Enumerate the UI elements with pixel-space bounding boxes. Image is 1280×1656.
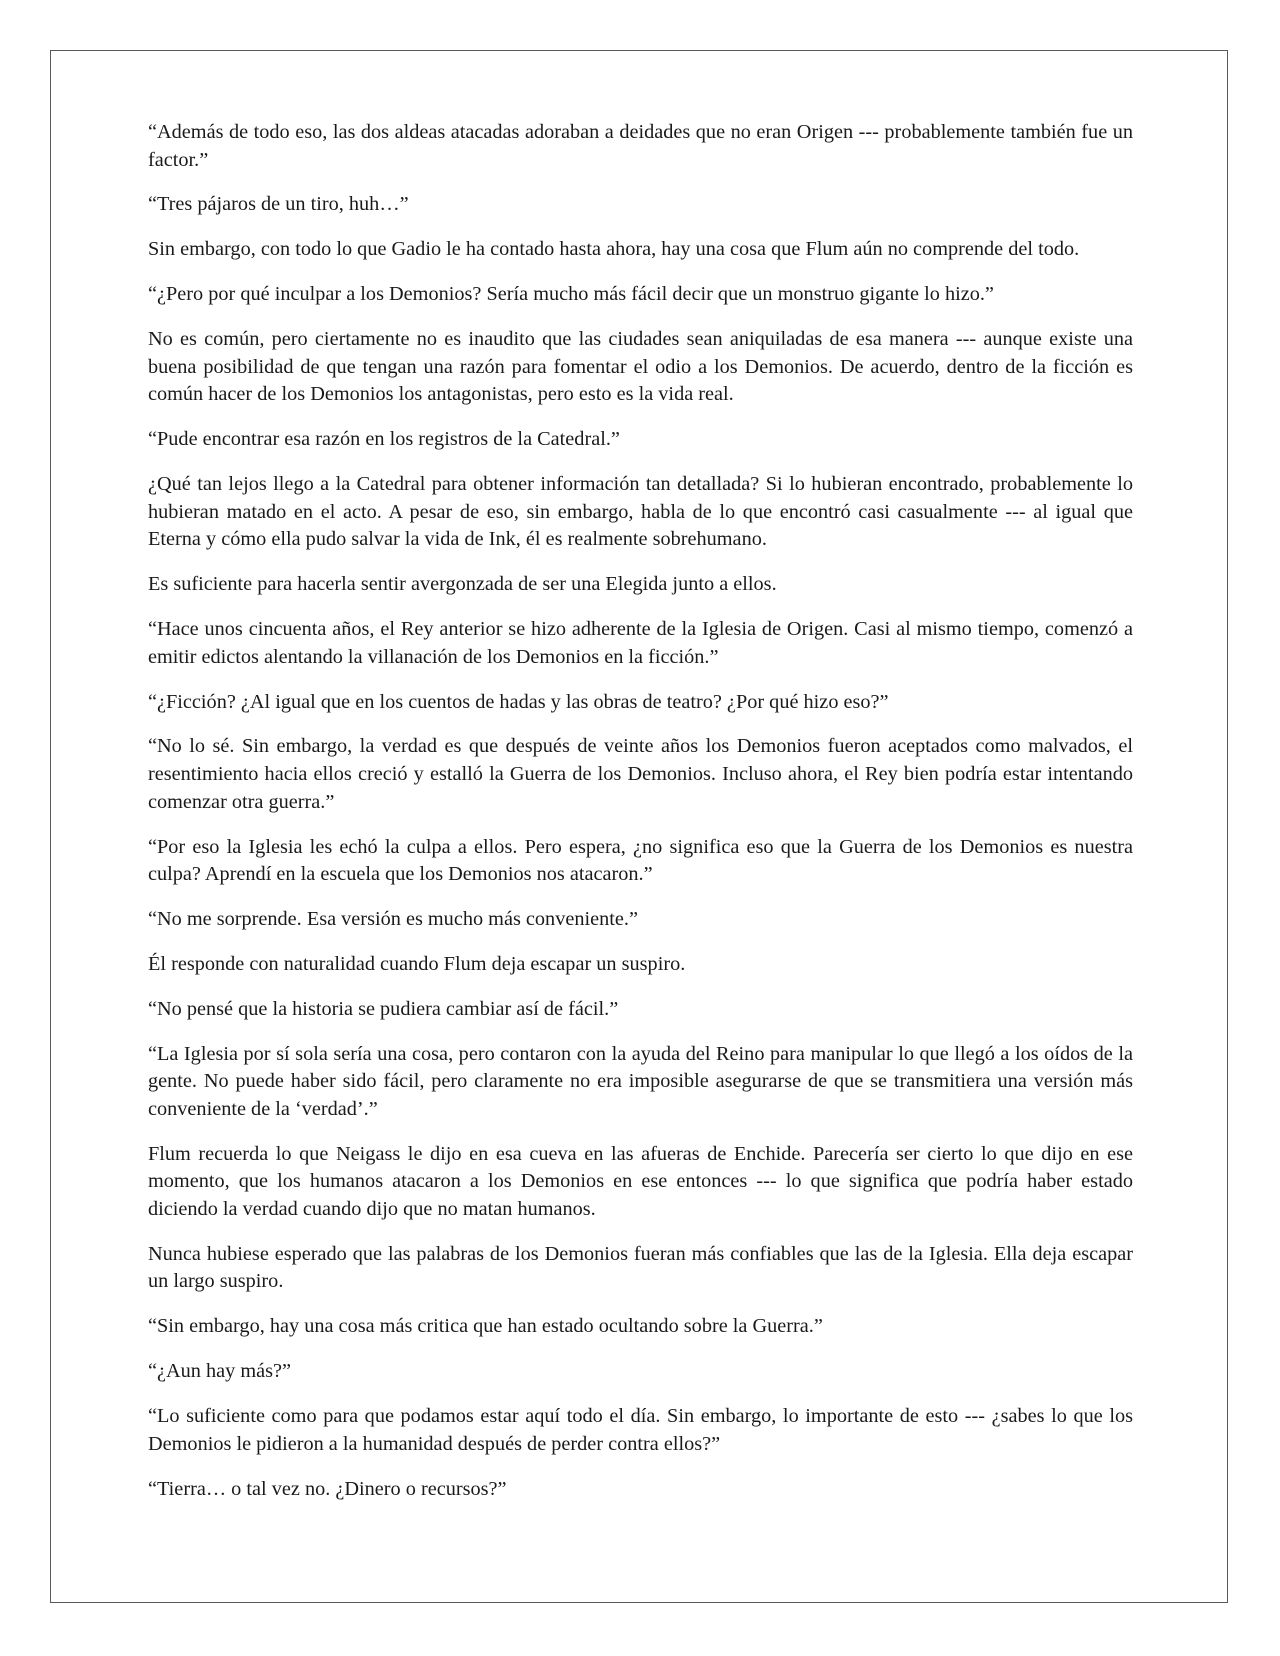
paragraph: “¿Pero por qué inculpar a los Demonios? Sería mucho más fácil decir que un monstruo gigante lo hizo.” (148, 283, 994, 306)
paragraph: ¿Qué tan lejos llego a la Catedral para obtener información tan detallada? Si lo hubieran encontrado, probablemente lo hubieran matado en el acto. A pesar de eso, sin embargo, habla de lo que encontró casi casualmente --- al igual que Eterna y cómo ella pudo salvar la vida de Ink, él es realmente sobrehumano. (148, 473, 1133, 551)
paragraph: “No me sorprende. Esa versión es mucho más conveniente.” (148, 908, 638, 931)
paragraph: No es común, pero ciertamente no es inaudito que las ciudades sean aniquiladas de esa manera --- aunque existe una buena posibilidad de que tengan una razón para fomentar el odio a los Demonios. De acuerdo, dentro de la ficción es común hacer de los Demonios los antagonistas, pero esto es la vida real. (148, 328, 1133, 406)
paragraph: “Tierra… o tal vez no. ¿Dinero o recursos?” (148, 1477, 507, 1500)
paragraph: “No pensé que la historia se pudiera cambiar así de fácil.” (148, 997, 619, 1020)
paragraph: Nunca hubiese esperado que las palabras de los Demonios fueran más confiables que las de la Iglesia. Ella deja escapar un largo suspiro. (148, 1242, 1133, 1293)
document-body (148, 119, 1133, 1521)
paragraph: “Además de todo eso, las dos aldeas atacadas adoraban a deidades que no eran Origen --- probablemente también fue un factor.” (148, 121, 1133, 171)
paragraph: Él responde con naturalidad cuando Flum deja escapar un suspiro. (148, 952, 686, 975)
paragraph: “Lo suficiente como para que podamos estar aquí todo el día. Sin embargo, lo importante de esto --- ¿sabes lo que los Demonios le pidieron a la humanidad después de perder contra ellos?” (148, 1405, 1133, 1455)
paragraph: Sin embargo, con todo lo que Gadio le ha contado hasta ahora, hay una cosa que Flum aún no comprende del todo. (148, 238, 1080, 261)
paragraph: “Sin embargo, hay una cosa más critica que han estado ocultando sobre la Guerra.” (148, 1315, 823, 1338)
paragraph: “¿Ficción? ¿Al igual que en los cuentos de hadas y las obras de teatro? ¿Por qué hizo eso?” (148, 690, 889, 713)
paragraph: “Por eso la Iglesia les echó la culpa a ellos. Pero espera, ¿no significa eso que la Guerra de los Demonios es nuestra culpa? Aprendí en la escuela que los Demonios nos atacaron.” (148, 835, 1133, 886)
paragraph: Flum recuerda lo que Neigass le dijo en esa cueva en las afueras de Enchide. Parecería ser cierto lo que dijo en ese momento, que los humanos atacaron a los Demonios en ese entonces --- lo que significa que podría haber estado diciendo la verdad cuando dijo que no matan humanos. (148, 1142, 1133, 1220)
paragraph: “La Iglesia por sí sola sería una cosa, pero contaron con la ayuda del Reino para manipular lo que llegó a los oídos de la gente. No puede haber sido fácil, pero claramente no era imposible asegurarse de que se transmitiera una versión más conveniente de la ‘verdad’.” (148, 1042, 1133, 1120)
paragraph: Es suficiente para hacerla sentir avergonzada de ser una Elegida junto a ellos. (148, 573, 777, 596)
paragraph: “No lo sé. Sin embargo, la verdad es que después de veinte años los Demonios fueron aceptados como malvados, el resentimiento hacia ellos creció y estalló la Guerra de los Demonios. Incluso ahora, el Rey bien podría estar intentando comenzar otra guerra.” (148, 735, 1133, 813)
paragraph: “Tres pájaros de un tiro, huh…” (148, 193, 409, 216)
paragraph: “Hace unos cincuenta años, el Rey anterior se hizo adherente de la Iglesia de Origen. Casi al mismo tiempo, comenzó a emitir edictos alentando la villanación de los Demonios en la ficción.” (148, 618, 1133, 668)
paragraph: “Pude encontrar esa razón en los registros de la Catedral.” (148, 428, 620, 451)
paragraph: “¿Aun hay más?” (148, 1360, 292, 1383)
